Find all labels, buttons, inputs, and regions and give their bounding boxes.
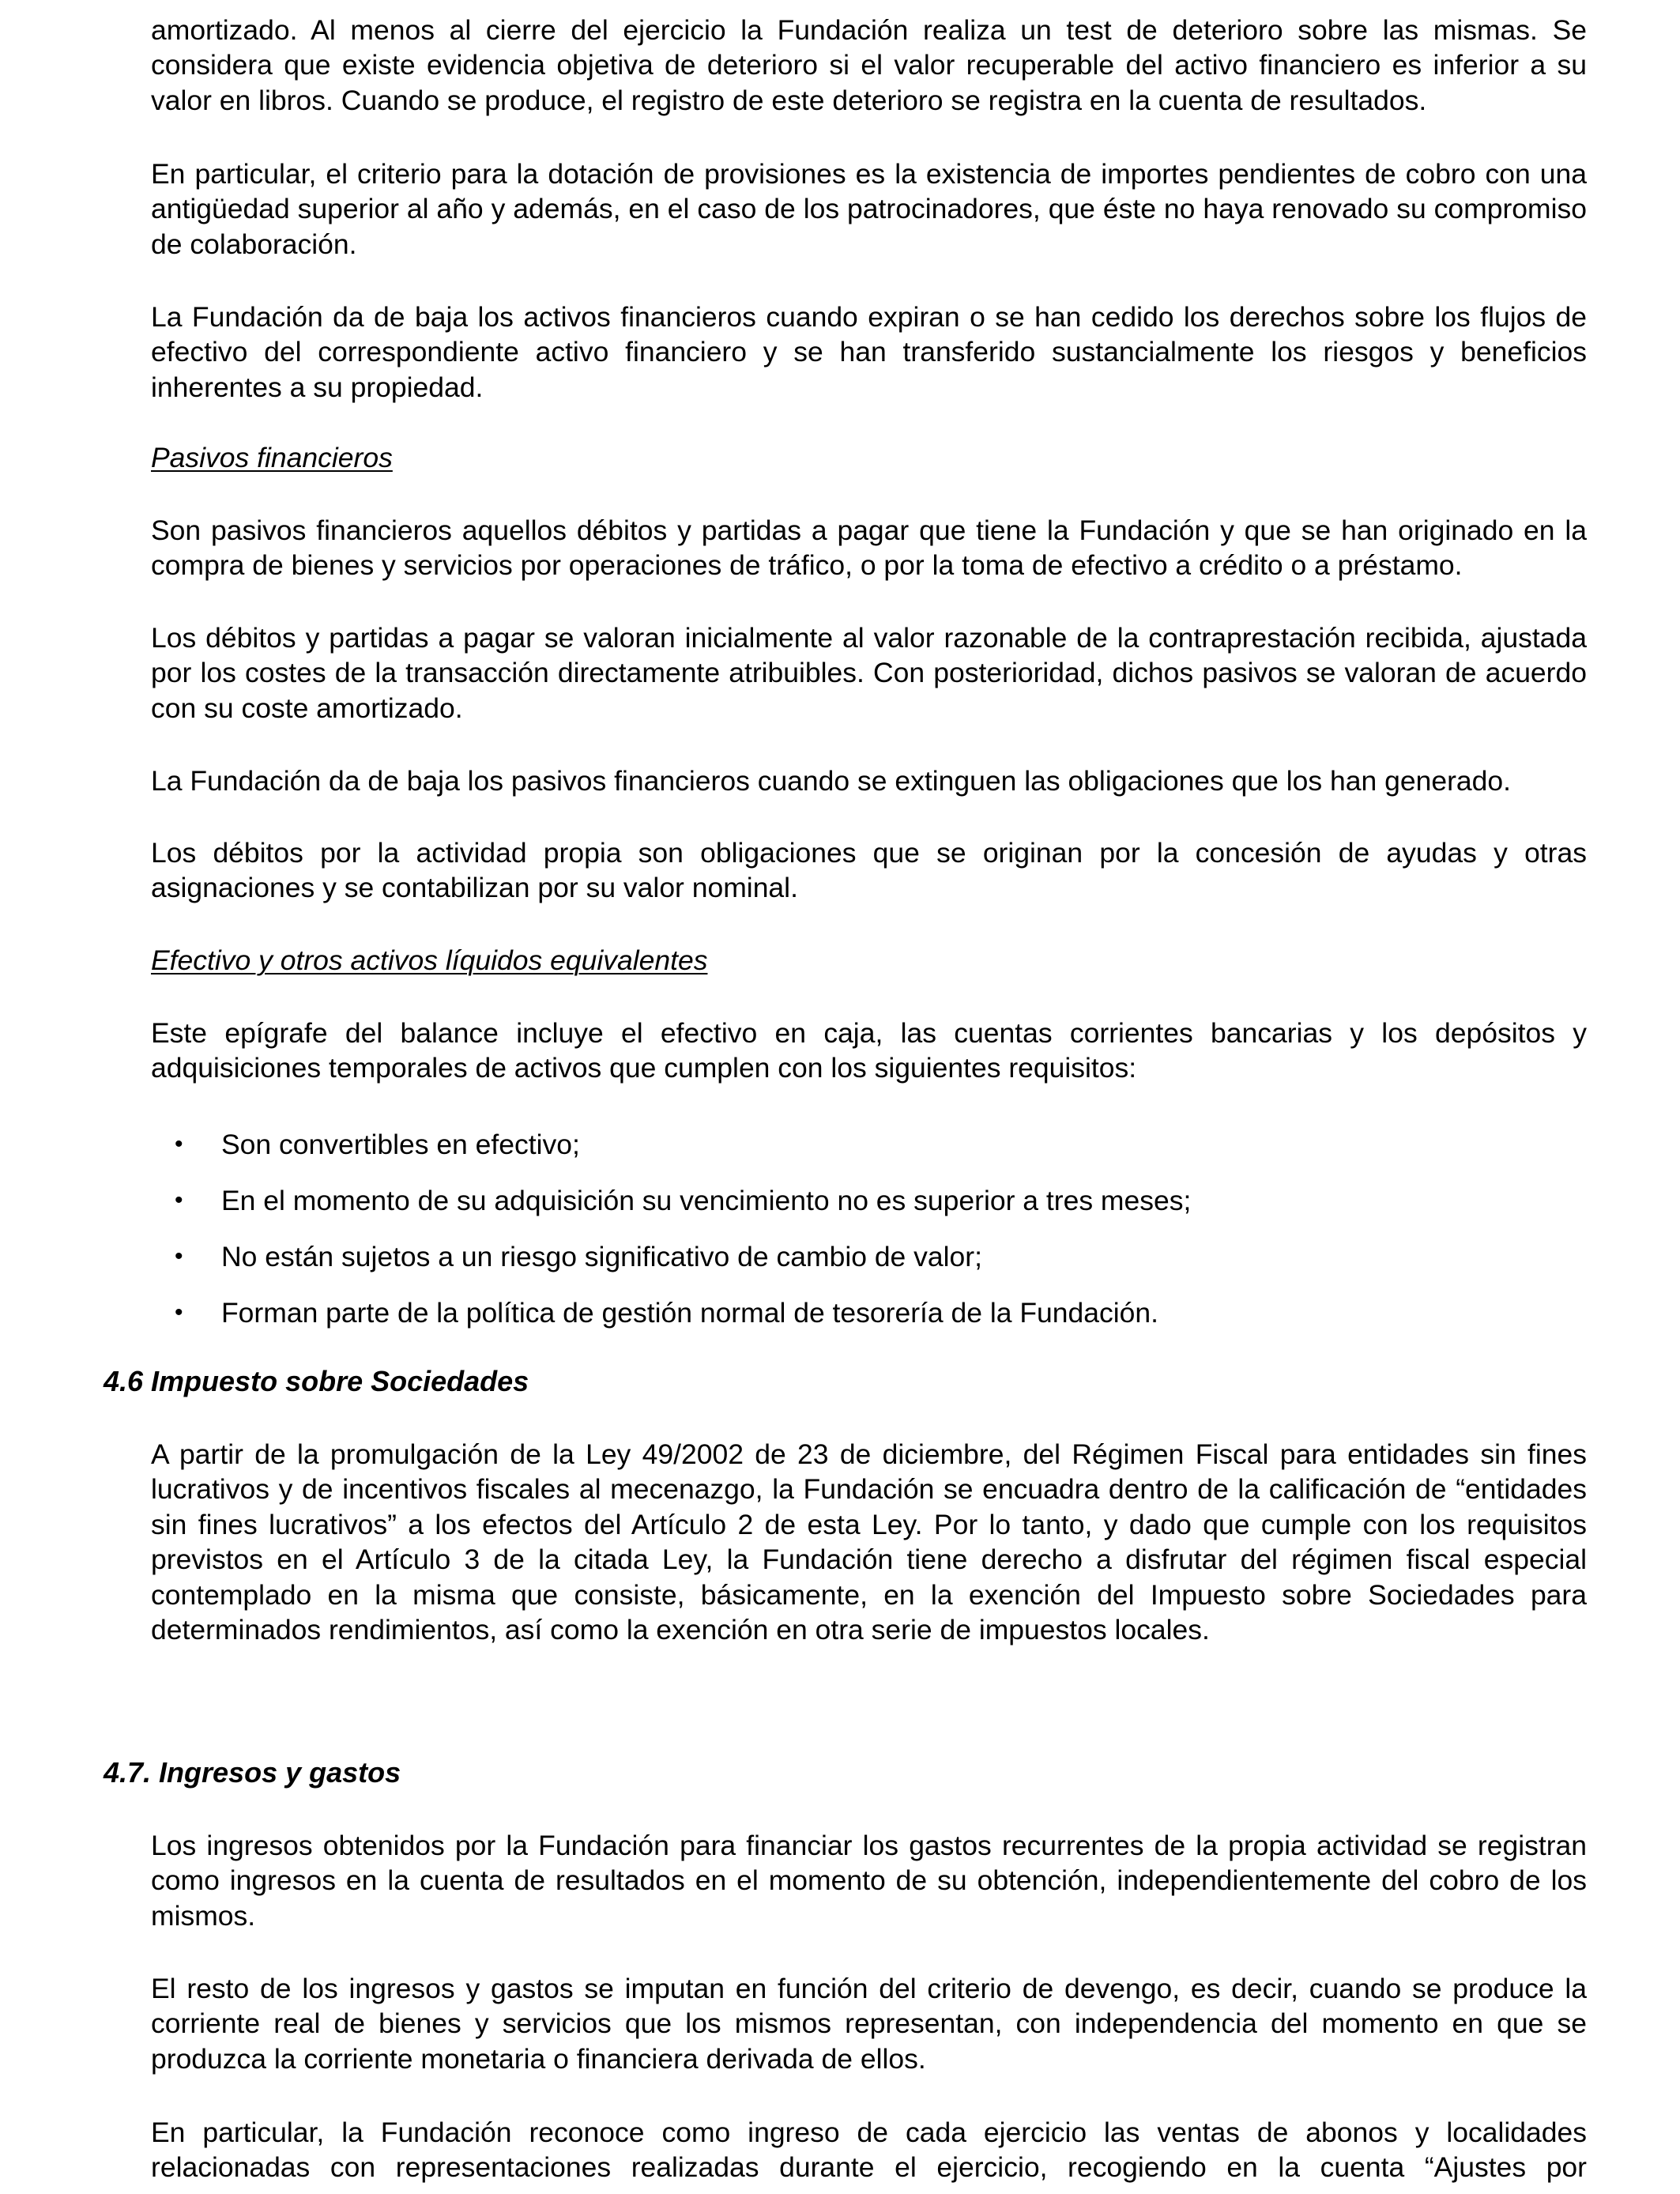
paragraph-dotacion-provisiones: En particular, el criterio para la dotación de provisiones es la existencia de importes pendientes de cobro con una antigüedad superior al año y además, en el caso de los patrocinadores, que éste no haya renovado su compromiso de colaboración.: [151, 158, 1587, 260]
paragraph-baja-activos: La Fundación da de baja los activos financieros cuando expiran o se han cedido los derechos sobre los flujos de efectivo del correspondiente activo financiero y se han transferido sustancialmente los riesgos y beneficios inherentes a su propiedad.: [151, 301, 1587, 403]
section-heading-4-7: 4.7. Ingresos y gastos: [104, 1756, 401, 1789]
list-item-text: Son convertibles en efectivo;: [221, 1129, 580, 1160]
bullet-icon: •: [175, 1299, 183, 1325]
paragraph-pasivos-definicion: Son pasivos financieros aquellos débitos y partidas a pagar que tiene la Fundación y que se han originado en la compra de bienes y servicios por operaciones de tráfico, o por la toma de efectivo a crédito o a préstamo.: [151, 515, 1587, 582]
paragraph-impuesto-sociedades: A partir de la promulgación de la Ley 49/2002 de 23 de diciembre, del Régimen Fiscal para entidades sin fines lucrativos y de incentivos fiscales al mecenazgo, la Fundación se encuadra dentro de la calificación de “entidades sin fines lucrativos” a los efectos del Artículo 2 de esta Ley. Por lo tanto, y dado que cumple con los requisitos previstos en el Artículo 3 de la citada Ley, la Fundación tiene derecho a disfrutar del régimen fiscal especial contemplado en la misma que consiste, básicamente, en la exención del Impuesto sobre Sociedades para determinados rendimientos, así como la exención en otra serie de impuestos locales.: [151, 1438, 1587, 1646]
subheading-pasivos-financieros: Pasivos financieros: [151, 442, 393, 473]
list-item-text: Forman parte de la política de gestión normal de tesorería de la Fundación.: [221, 1297, 1158, 1329]
bullet-icon: •: [175, 1187, 183, 1213]
paragraph-deterioro-activos: amortizado. Al menos al cierre del ejercicio la Fundación realiza un test de deterioro sobre las mismas. Se considera que existe evidencia objetiva de deterioro si el valor recuperable del activo financiero es inferior a su valor en libros. Cuando se produce, el registro de este deterioro se registra en la cuenta de resultados.: [151, 14, 1587, 116]
list-item: [151, 1127, 1587, 1162]
list-item: [151, 1239, 1587, 1274]
list-item: [151, 1183, 1587, 1218]
paragraph-ventas-abonos: En particular, la Fundación reconoce como ingreso de cada ejercicio las ventas de abonos y localidades relacionadas con representaciones realizadas durante el ejercicio, recogiendo en la cuenta “Ajustes por: [151, 2117, 1587, 2184]
bullet-icon: •: [175, 1131, 183, 1157]
paragraph-baja-pasivos: La Fundación da de baja los pasivos financieros cuando se extinguen las obligaciones que los han generado.: [151, 765, 1511, 797]
list-item-text: En el momento de su adquisición su vencimiento no es superior a tres meses;: [221, 1185, 1192, 1216]
bullet-icon: •: [175, 1243, 183, 1269]
paragraph-pasivos-valoracion: Los débitos y partidas a pagar se valoran inicialmente al valor razonable de la contraprestación recibida, ajustada por los costes de la transacción directamente atribuibles. Con posterioridad, dichos pasivos se valoran de acuerdo con su coste amortizado.: [151, 622, 1587, 724]
requirements-list: [151, 1127, 1587, 1351]
paragraph-criterio-devengo: El resto de los ingresos y gastos se imputan en función del criterio de devengo, es decir, cuando se produce la corriente real de bienes y servicios que los mismos representan, con independencia del momento en que se produzca la corriente monetaria o financiera derivada de ellos.: [151, 1973, 1587, 2075]
paragraph-ingresos-recurrentes: Los ingresos obtenidos por la Fundación para financiar los gastos recurrentes de la propia actividad se registran como ingresos en la cuenta de resultados en el momento de su obtención, independientemente del cobro de los mismos.: [151, 1830, 1587, 1932]
paragraph-efectivo-intro: Este epígrafe del balance incluye el efectivo en caja, las cuentas corrientes bancarias y los depósitos y adquisiciones temporales de activos que cumplen con los siguientes requisitos:: [151, 1017, 1587, 1084]
subheading-efectivo: Efectivo y otros activos líquidos equivalentes: [151, 944, 708, 976]
list-item: [151, 1295, 1587, 1330]
paragraph-debitos-actividad: Los débitos por la actividad propia son obligaciones que se originan por la concesión de ayudas y otras asignaciones y se contabilizan por su valor nominal.: [151, 837, 1587, 904]
section-heading-4-6: 4.6 Impuesto sobre Sociedades: [104, 1365, 529, 1397]
list-item-text: No están sujetos a un riesgo significativo de cambio de valor;: [221, 1241, 982, 1272]
